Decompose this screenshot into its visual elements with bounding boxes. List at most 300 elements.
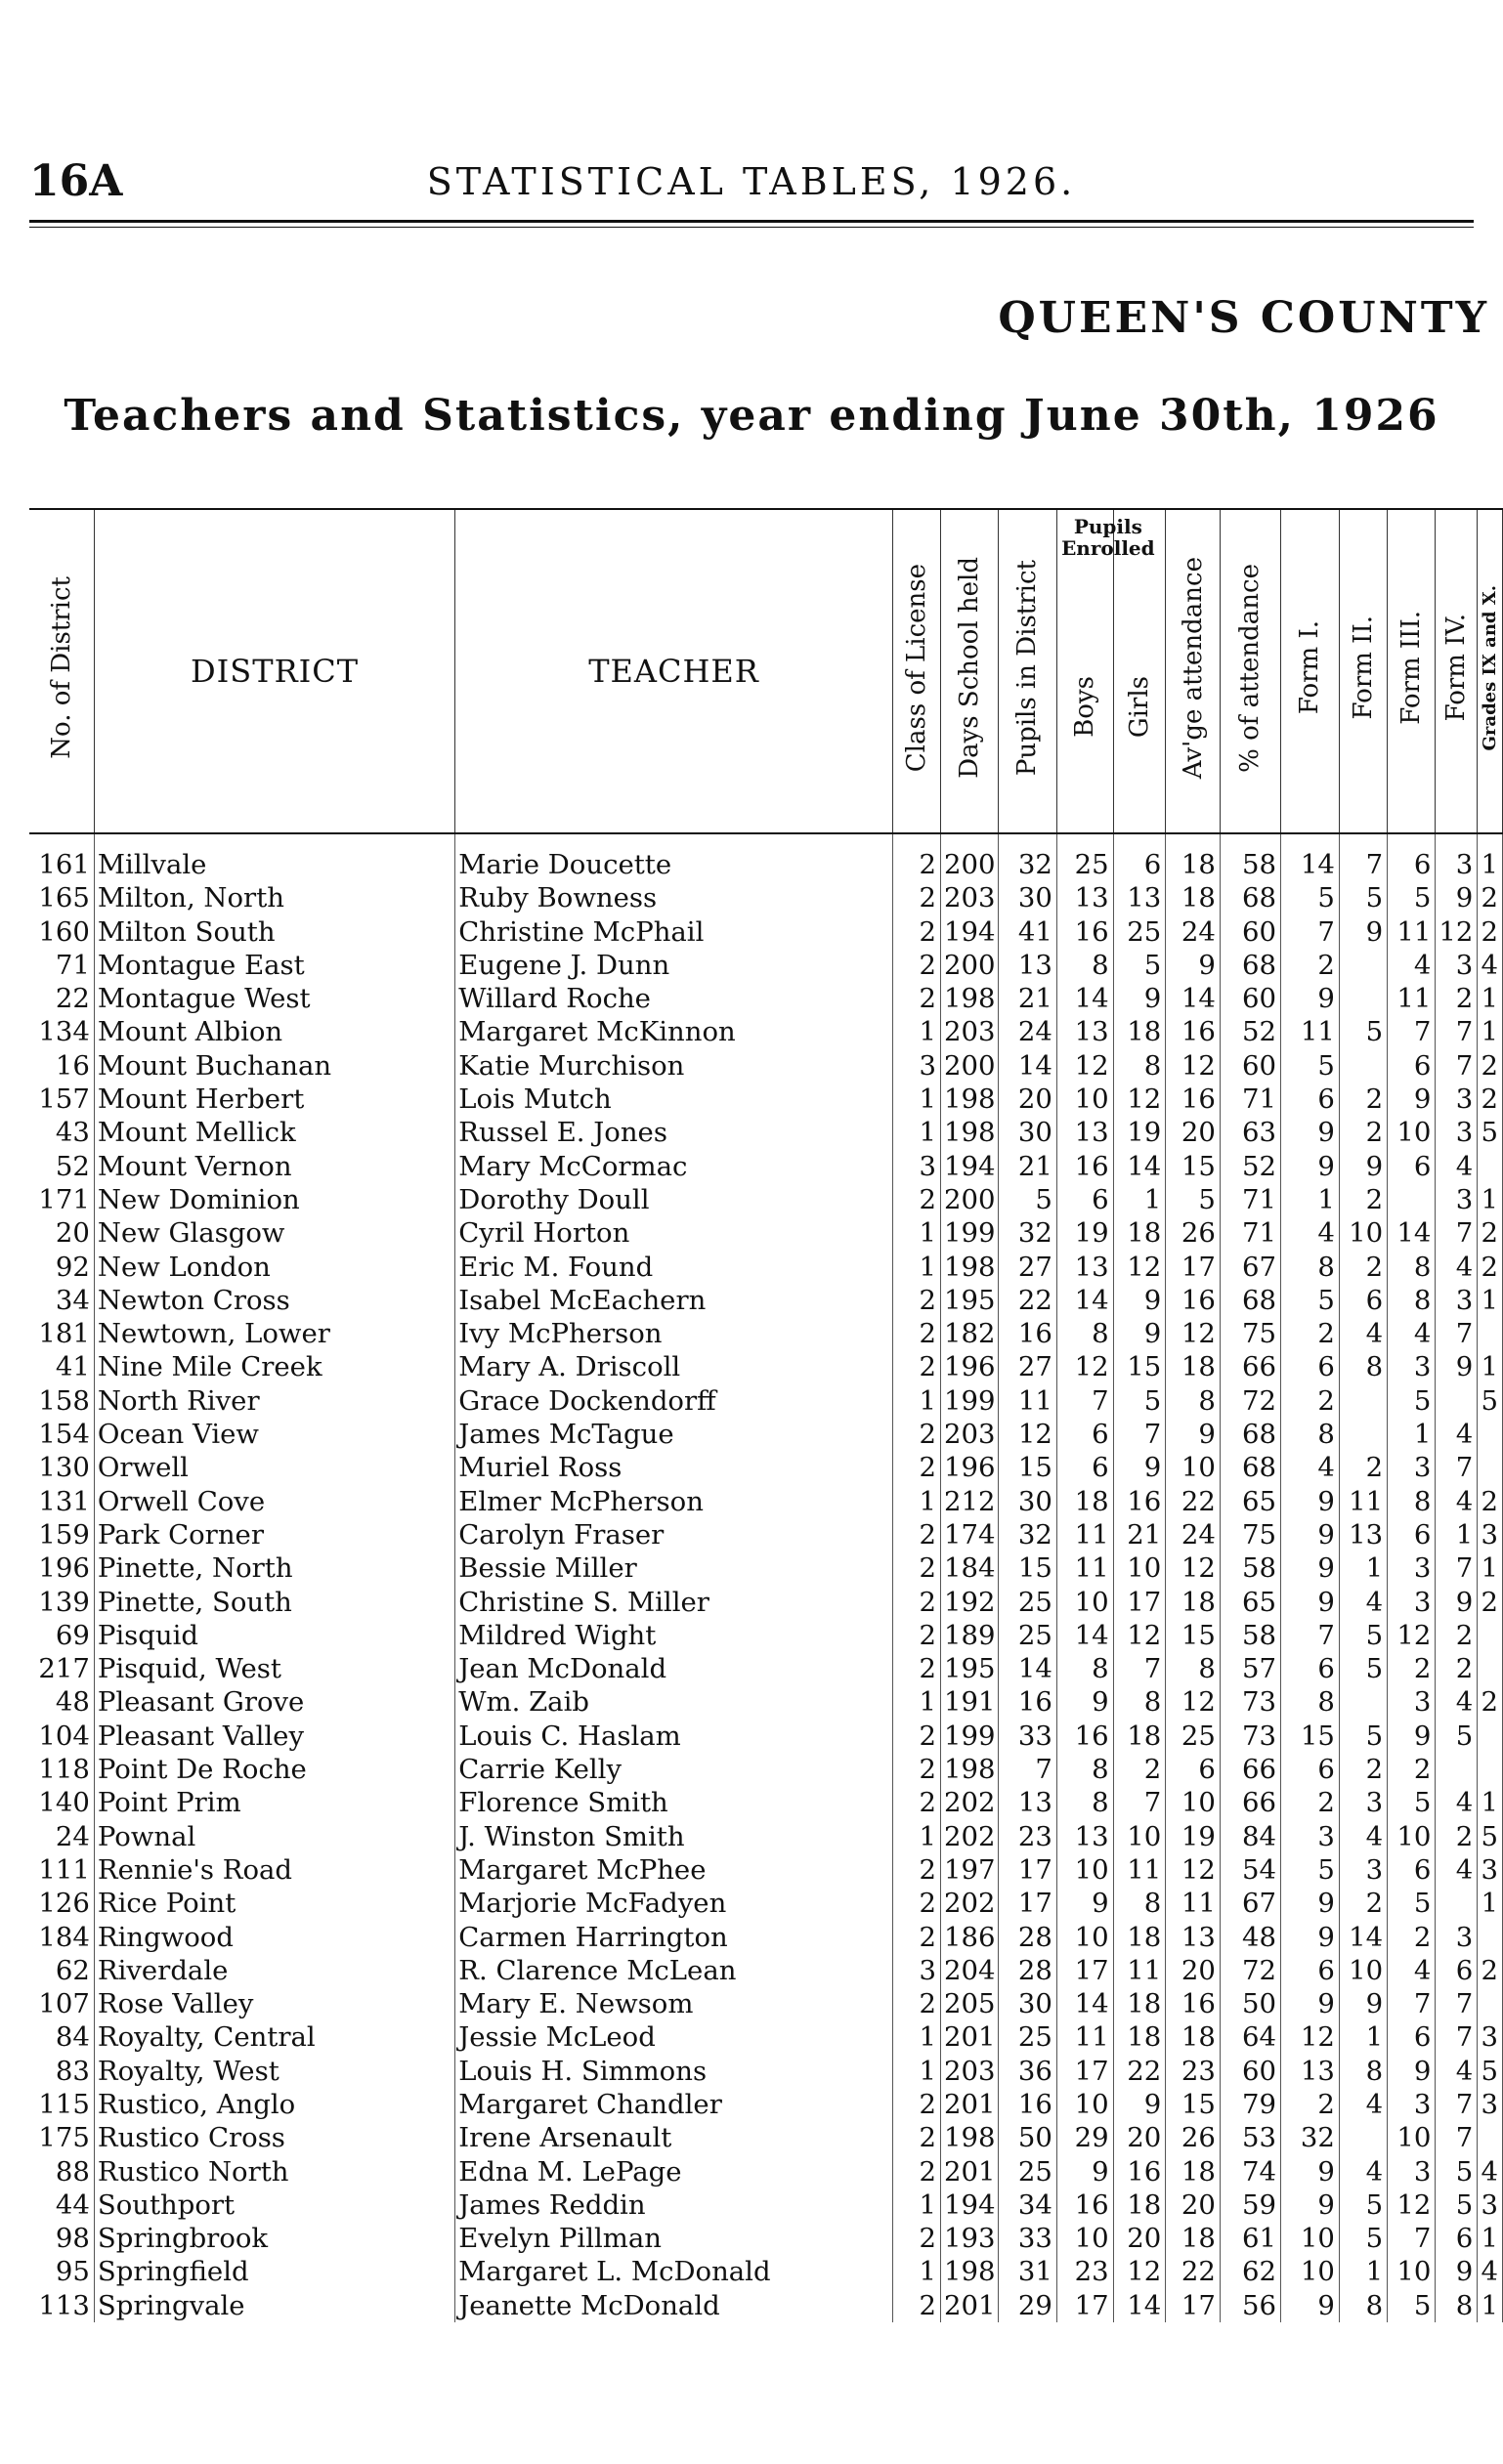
cell-percent-attendance: 59 xyxy=(1220,2188,1280,2222)
cell-girls-enrolled: 25 xyxy=(1113,915,1166,949)
cell-percent-attendance: 79 xyxy=(1220,2088,1280,2121)
cell-class-of-license: 1 xyxy=(892,1685,940,1719)
cell-grades-9-10: 4 xyxy=(1478,2255,1503,2288)
cell-district-name: Mount Herbert xyxy=(94,1083,454,1116)
col-form-1: Form I. xyxy=(1280,509,1339,833)
cell-teacher-name: Willard Roche xyxy=(455,982,893,1015)
cell-percent-attendance: 67 xyxy=(1220,1251,1280,1284)
cell-boys-enrolled: 6 xyxy=(1056,1183,1113,1216)
cell-pupils-in-district: 33 xyxy=(998,1720,1056,1753)
cell-district-name: Point De Roche xyxy=(94,1753,454,1786)
cell-grades-9-10: 2 xyxy=(1478,1049,1503,1083)
cell-girls-enrolled: 7 xyxy=(1113,1786,1166,1819)
cell-form-2: 5 xyxy=(1339,1720,1387,1753)
cell-average-attendance: 19 xyxy=(1166,1820,1221,1853)
cell-district-name: Rustico Cross xyxy=(94,2121,454,2154)
cell-girls-enrolled: 12 xyxy=(1113,1083,1166,1116)
cell-average-attendance: 17 xyxy=(1166,1251,1221,1284)
cell-pupils-in-district: 12 xyxy=(998,1418,1056,1451)
cell-district-name: Springvale xyxy=(94,2289,454,2322)
cell-district-name: North River xyxy=(94,1384,454,1418)
cell-days-school-held: 192 xyxy=(941,1586,999,1619)
cell-grades-9-10: 5 xyxy=(1478,1820,1503,1853)
cell-form-3: 1 xyxy=(1388,1418,1436,1451)
cell-average-attendance: 18 xyxy=(1166,2155,1221,2188)
cell-form-1: 6 xyxy=(1280,1954,1339,1987)
cell-grades-9-10: 4 xyxy=(1478,949,1503,982)
cell-form-4: 7 xyxy=(1436,1049,1478,1083)
cell-form-3: 9 xyxy=(1388,2055,1436,2088)
table-spacer-row xyxy=(29,833,1503,848)
cell-class-of-license: 2 xyxy=(892,1451,940,1484)
table-row xyxy=(29,1384,1503,1418)
cell-district-number: 181 xyxy=(29,1317,94,1350)
cell-district-name: Mount Albion xyxy=(94,1015,454,1048)
table-row xyxy=(29,1183,1503,1216)
cell-class-of-license: 2 xyxy=(892,949,940,982)
cell-grades-9-10: 2 xyxy=(1478,1685,1503,1719)
cell-form-3: 6 xyxy=(1388,848,1436,881)
cell-form-3: 11 xyxy=(1388,982,1436,1015)
cell-teacher-name: Dorothy Doull xyxy=(455,1183,893,1216)
cell-class-of-license: 1 xyxy=(892,1820,940,1853)
cell-form-3: 6 xyxy=(1388,2020,1436,2054)
cell-form-2: 3 xyxy=(1339,1786,1387,1819)
cell-form-2: 9 xyxy=(1339,915,1387,949)
cell-percent-attendance: 50 xyxy=(1220,1987,1280,2020)
cell-district-name: Mount Mellick xyxy=(94,1116,454,1149)
cell-form-1: 2 xyxy=(1280,2088,1339,2121)
cell-form-4: 7 xyxy=(1436,1317,1478,1350)
table-row xyxy=(29,1251,1503,1284)
cell-percent-attendance: 63 xyxy=(1220,1116,1280,1149)
pupils-enrolled-label: Pupils Enrolled xyxy=(1061,515,1155,560)
cell-grades-9-10: 1 xyxy=(1478,848,1503,881)
table-row xyxy=(29,1049,1503,1083)
cell-pupils-in-district: 27 xyxy=(998,1350,1056,1383)
cell-average-attendance: 15 xyxy=(1166,2088,1221,2121)
cell-district-number: 48 xyxy=(29,1685,94,1719)
cell-grades-9-10: 3 xyxy=(1478,1853,1503,1887)
cell-form-4: 7 xyxy=(1436,1216,1478,1250)
cell-teacher-name: Margaret Chandler xyxy=(455,2088,893,2121)
cell-days-school-held: 196 xyxy=(941,1451,999,1484)
cell-form-4: 7 xyxy=(1436,1551,1478,1585)
cell-pupils-in-district: 11 xyxy=(998,1384,1056,1418)
cell-class-of-license: 2 xyxy=(892,1786,940,1819)
cell-form-1: 8 xyxy=(1280,1251,1339,1284)
cell-district-name: Springbrook xyxy=(94,2222,454,2255)
cell-district-number: 118 xyxy=(29,1753,94,1786)
cell-form-1: 2 xyxy=(1280,1786,1339,1819)
cell-form-4: 6 xyxy=(1436,2222,1478,2255)
cell-teacher-name: Christine McPhail xyxy=(455,915,893,949)
cell-teacher-name: Ivy McPherson xyxy=(455,1317,893,1350)
table-row xyxy=(29,1551,1503,1585)
cell-days-school-held: 198 xyxy=(941,1083,999,1116)
cell-district-number: 217 xyxy=(29,1652,94,1685)
cell-average-attendance: 20 xyxy=(1166,1116,1221,1149)
cell-class-of-license: 2 xyxy=(892,2088,940,2121)
cell-form-1: 7 xyxy=(1280,915,1339,949)
cell-girls-enrolled: 9 xyxy=(1113,1284,1166,1317)
cell-form-2 xyxy=(1339,982,1387,1015)
cell-teacher-name: Edna M. LePage xyxy=(455,2155,893,2188)
cell-grades-9-10: 2 xyxy=(1478,1586,1503,1619)
cell-form-4: 3 xyxy=(1436,1921,1478,1954)
cell-boys-enrolled: 11 xyxy=(1056,2020,1113,2054)
cell-district-number: 175 xyxy=(29,2121,94,2154)
cell-grades-9-10 xyxy=(1478,1451,1503,1484)
cell-form-3: 8 xyxy=(1388,1485,1436,1518)
cell-form-1: 6 xyxy=(1280,1350,1339,1383)
cell-girls-enrolled: 6 xyxy=(1113,848,1166,881)
cell-teacher-name: Russel E. Jones xyxy=(455,1116,893,1149)
cell-teacher-name: Mary A. Driscoll xyxy=(455,1350,893,1383)
cell-form-3: 5 xyxy=(1388,1384,1436,1418)
cell-district-name: Milton South xyxy=(94,915,454,949)
table-row xyxy=(29,1116,1503,1149)
cell-district-name: Montague West xyxy=(94,982,454,1015)
cell-girls-enrolled: 20 xyxy=(1113,2222,1166,2255)
cell-form-1: 9 xyxy=(1280,1921,1339,1954)
cell-form-3: 2 xyxy=(1388,1753,1436,1786)
cell-days-school-held: 186 xyxy=(941,1921,999,1954)
cell-girls-enrolled: 9 xyxy=(1113,982,1166,1015)
cell-boys-enrolled: 12 xyxy=(1056,1049,1113,1083)
cell-class-of-license: 2 xyxy=(892,982,940,1015)
cell-form-4: 7 xyxy=(1436,2088,1478,2121)
cell-average-attendance: 18 xyxy=(1166,848,1221,881)
cell-form-4: 3 xyxy=(1436,1083,1478,1116)
cell-form-4: 7 xyxy=(1436,1015,1478,1048)
cell-days-school-held: 212 xyxy=(941,1485,999,1518)
cell-percent-attendance: 62 xyxy=(1220,2255,1280,2288)
cell-form-3: 7 xyxy=(1388,2222,1436,2255)
cell-average-attendance: 13 xyxy=(1166,1921,1221,1954)
cell-form-2: 9 xyxy=(1339,1987,1387,2020)
cell-form-3: 4 xyxy=(1388,949,1436,982)
cell-days-school-held: 200 xyxy=(941,1049,999,1083)
cell-girls-enrolled: 7 xyxy=(1113,1652,1166,1685)
cell-pupils-in-district: 30 xyxy=(998,1485,1056,1518)
cell-form-4: 6 xyxy=(1436,1954,1478,1987)
cell-grades-9-10 xyxy=(1478,1619,1503,1652)
cell-district-name: Pleasant Grove xyxy=(94,1685,454,1719)
cell-form-4: 2 xyxy=(1436,982,1478,1015)
cell-percent-attendance: 68 xyxy=(1220,1451,1280,1484)
cell-pupils-in-district: 17 xyxy=(998,1853,1056,1887)
cell-average-attendance: 22 xyxy=(1166,2255,1221,2288)
cell-district-number: 196 xyxy=(29,1551,94,1585)
cell-form-1: 9 xyxy=(1280,1987,1339,2020)
cell-class-of-license: 2 xyxy=(892,1619,940,1652)
table-row xyxy=(29,1015,1503,1048)
cell-form-1: 9 xyxy=(1280,2289,1339,2322)
cell-days-school-held: 200 xyxy=(941,949,999,982)
cell-percent-attendance: 60 xyxy=(1220,915,1280,949)
cell-days-school-held: 198 xyxy=(941,2255,999,2288)
cell-grades-9-10: 2 xyxy=(1478,1485,1503,1518)
cell-form-2 xyxy=(1339,1384,1387,1418)
cell-pupils-in-district: 28 xyxy=(998,1954,1056,1987)
cell-days-school-held: 205 xyxy=(941,1987,999,2020)
cell-district-number: 98 xyxy=(29,2222,94,2255)
cell-district-name: Newton Cross xyxy=(94,1284,454,1317)
cell-average-attendance: 23 xyxy=(1166,2055,1221,2088)
cell-pupils-in-district: 15 xyxy=(998,1551,1056,1585)
cell-days-school-held: 198 xyxy=(941,1753,999,1786)
cell-pupils-in-district: 7 xyxy=(998,1753,1056,1786)
table-row xyxy=(29,1954,1503,1987)
cell-form-2: 3 xyxy=(1339,1853,1387,1887)
cell-percent-attendance: 71 xyxy=(1220,1183,1280,1216)
cell-teacher-name: Marie Doucette xyxy=(455,848,893,881)
cell-boys-enrolled: 9 xyxy=(1056,1685,1113,1719)
cell-form-2: 7 xyxy=(1339,848,1387,881)
table-row xyxy=(29,1518,1503,1551)
cell-average-attendance: 17 xyxy=(1166,2289,1221,2322)
cell-district-name: Rustico North xyxy=(94,2155,454,2188)
cell-form-2 xyxy=(1339,2121,1387,2154)
cell-district-number: 88 xyxy=(29,2155,94,2188)
cell-pupils-in-district: 33 xyxy=(998,2222,1056,2255)
cell-form-1: 10 xyxy=(1280,2255,1339,2288)
cell-district-name: Pleasant Valley xyxy=(94,1720,454,1753)
cell-pupils-in-district: 21 xyxy=(998,982,1056,1015)
cell-percent-attendance: 65 xyxy=(1220,1586,1280,1619)
cell-boys-enrolled: 16 xyxy=(1056,1150,1113,1183)
cell-days-school-held: 199 xyxy=(941,1384,999,1418)
cell-form-3: 8 xyxy=(1388,1251,1436,1284)
cell-district-number: 22 xyxy=(29,982,94,1015)
col-days-school-held: Days School held xyxy=(941,509,999,833)
cell-district-name: Orwell Cove xyxy=(94,1485,454,1518)
cell-boys-enrolled: 8 xyxy=(1056,1753,1113,1786)
table-row xyxy=(29,2088,1503,2121)
cell-form-4: 2 xyxy=(1436,1820,1478,1853)
table-row xyxy=(29,2155,1503,2188)
cell-class-of-license: 2 xyxy=(892,1183,940,1216)
cell-boys-enrolled: 10 xyxy=(1056,1921,1113,1954)
cell-class-of-license: 2 xyxy=(892,1418,940,1451)
cell-girls-enrolled: 8 xyxy=(1113,1887,1166,1920)
cell-average-attendance: 16 xyxy=(1166,1987,1221,2020)
cell-form-2: 2 xyxy=(1339,1083,1387,1116)
cell-teacher-name: Elmer McPherson xyxy=(455,1485,893,1518)
cell-form-4: 4 xyxy=(1436,1485,1478,1518)
cell-form-1: 9 xyxy=(1280,1551,1339,1585)
col-girls: Girls xyxy=(1113,509,1166,833)
cell-class-of-license: 3 xyxy=(892,1954,940,1987)
table-row xyxy=(29,1887,1503,1920)
cell-grades-9-10: 2 xyxy=(1478,1954,1503,1987)
page-title: STATISTICAL TABLES, 1926. xyxy=(426,160,1077,203)
cell-percent-attendance: 52 xyxy=(1220,1015,1280,1048)
cell-teacher-name: Lois Mutch xyxy=(455,1083,893,1116)
cell-boys-enrolled: 14 xyxy=(1056,982,1113,1015)
cell-district-number: 52 xyxy=(29,1150,94,1183)
cell-days-school-held: 198 xyxy=(941,1251,999,1284)
cell-district-name: Milton, North xyxy=(94,881,454,914)
cell-form-3: 10 xyxy=(1388,1116,1436,1149)
cell-days-school-held: 193 xyxy=(941,2222,999,2255)
cell-days-school-held: 203 xyxy=(941,881,999,914)
cell-percent-attendance: 72 xyxy=(1220,1954,1280,1987)
cell-boys-enrolled: 10 xyxy=(1056,1853,1113,1887)
page-number: 16A xyxy=(29,156,123,206)
cell-average-attendance: 12 xyxy=(1166,1685,1221,1719)
cell-days-school-held: 189 xyxy=(941,1619,999,1652)
county-heading: QUEEN'S COUNTY xyxy=(998,293,1489,343)
cell-form-2 xyxy=(1339,1685,1387,1719)
cell-pupils-in-district: 29 xyxy=(998,2289,1056,2322)
table-row xyxy=(29,1921,1503,1954)
cell-boys-enrolled: 17 xyxy=(1056,2289,1113,2322)
cell-boys-enrolled: 17 xyxy=(1056,2055,1113,2088)
cell-form-4: 1 xyxy=(1436,1518,1478,1551)
cell-form-3: 4 xyxy=(1388,1954,1436,1987)
table-row xyxy=(29,1619,1503,1652)
cell-grades-9-10: 5 xyxy=(1478,1384,1503,1418)
cell-class-of-license: 2 xyxy=(892,1586,940,1619)
cell-grades-9-10: 3 xyxy=(1478,2020,1503,2054)
cell-class-of-license: 2 xyxy=(892,2222,940,2255)
cell-form-3: 6 xyxy=(1388,1150,1436,1183)
cell-average-attendance: 12 xyxy=(1166,1049,1221,1083)
cell-boys-enrolled: 11 xyxy=(1056,1551,1113,1585)
cell-girls-enrolled: 13 xyxy=(1113,881,1166,914)
cell-teacher-name: Eric M. Found xyxy=(455,1251,893,1284)
cell-district-number: 71 xyxy=(29,949,94,982)
cell-form-4: 4 xyxy=(1436,2055,1478,2088)
cell-days-school-held: 201 xyxy=(941,2020,999,2054)
cell-average-attendance: 8 xyxy=(1166,1652,1221,1685)
cell-form-4 xyxy=(1436,1887,1478,1920)
cell-pupils-in-district: 27 xyxy=(998,1251,1056,1284)
cell-pupils-in-district: 31 xyxy=(998,2255,1056,2288)
cell-days-school-held: 197 xyxy=(941,1853,999,1887)
cell-teacher-name: Grace Dockendorff xyxy=(455,1384,893,1418)
cell-form-1: 9 xyxy=(1280,1150,1339,1183)
cell-grades-9-10: 5 xyxy=(1478,1116,1503,1149)
cell-grades-9-10: 1 xyxy=(1478,1887,1503,1920)
cell-average-attendance: 12 xyxy=(1166,1853,1221,1887)
cell-district-number: 69 xyxy=(29,1619,94,1652)
table-row xyxy=(29,1786,1503,1819)
cell-class-of-license: 1 xyxy=(892,1015,940,1048)
cell-grades-9-10 xyxy=(1478,1921,1503,1954)
cell-form-2: 5 xyxy=(1339,2188,1387,2222)
cell-form-4: 5 xyxy=(1436,2188,1478,2222)
cell-grades-9-10 xyxy=(1478,1987,1503,2020)
cell-grades-9-10: 1 xyxy=(1478,1350,1503,1383)
cell-form-4: 4 xyxy=(1436,1786,1478,1819)
cell-days-school-held: 204 xyxy=(941,1954,999,1987)
cell-pupils-in-district: 41 xyxy=(998,915,1056,949)
cell-form-1: 6 xyxy=(1280,1083,1339,1116)
cell-form-4: 9 xyxy=(1436,2255,1478,2288)
cell-class-of-license: 2 xyxy=(892,1518,940,1551)
cell-form-2: 4 xyxy=(1339,1586,1387,1619)
cell-boys-enrolled: 23 xyxy=(1056,2255,1113,2288)
cell-days-school-held: 201 xyxy=(941,2289,999,2322)
cell-boys-enrolled: 29 xyxy=(1056,2121,1113,2154)
cell-form-2: 2 xyxy=(1339,1183,1387,1216)
cell-pupils-in-district: 32 xyxy=(998,1216,1056,1250)
cell-form-4: 5 xyxy=(1436,2155,1478,2188)
cell-form-1: 9 xyxy=(1280,2155,1339,2188)
cell-teacher-name: Carolyn Fraser xyxy=(455,1518,893,1551)
cell-percent-attendance: 58 xyxy=(1220,848,1280,881)
cell-average-attendance: 24 xyxy=(1166,915,1221,949)
cell-form-3: 10 xyxy=(1388,1820,1436,1853)
table-row xyxy=(29,1820,1503,1853)
cell-form-4: 3 xyxy=(1436,1284,1478,1317)
cell-teacher-name: Florence Smith xyxy=(455,1786,893,1819)
cell-form-2 xyxy=(1339,1049,1387,1083)
cell-district-name: New London xyxy=(94,1251,454,1284)
cell-form-3: 5 xyxy=(1388,1786,1436,1819)
cell-days-school-held: 196 xyxy=(941,1350,999,1383)
table-row xyxy=(29,1485,1503,1518)
cell-percent-attendance: 73 xyxy=(1220,1685,1280,1719)
cell-percent-attendance: 65 xyxy=(1220,1485,1280,1518)
cell-form-2: 8 xyxy=(1339,2055,1387,2088)
cell-average-attendance: 11 xyxy=(1166,1887,1221,1920)
cell-class-of-license: 1 xyxy=(892,1485,940,1518)
cell-form-2: 14 xyxy=(1339,1921,1387,1954)
cell-form-4: 7 xyxy=(1436,2121,1478,2154)
cell-form-1: 2 xyxy=(1280,949,1339,982)
cell-average-attendance: 22 xyxy=(1166,1485,1221,1518)
cell-average-attendance: 18 xyxy=(1166,2020,1221,2054)
cell-class-of-license: 2 xyxy=(892,1284,940,1317)
cell-girls-enrolled: 9 xyxy=(1113,1317,1166,1350)
cell-grades-9-10: 1 xyxy=(1478,1183,1503,1216)
cell-form-1: 9 xyxy=(1280,1518,1339,1551)
cell-pupils-in-district: 13 xyxy=(998,1786,1056,1819)
cell-percent-attendance: 58 xyxy=(1220,1551,1280,1585)
cell-district-name: Pinette, North xyxy=(94,1551,454,1585)
table-row xyxy=(29,949,1503,982)
cell-boys-enrolled: 8 xyxy=(1056,1652,1113,1685)
cell-teacher-name: Ruby Bowness xyxy=(455,881,893,914)
cell-average-attendance: 9 xyxy=(1166,1418,1221,1451)
cell-district-number: 104 xyxy=(29,1720,94,1753)
cell-percent-attendance: 67 xyxy=(1220,1887,1280,1920)
cell-girls-enrolled: 12 xyxy=(1113,1251,1166,1284)
cell-boys-enrolled: 13 xyxy=(1056,1820,1113,1853)
cell-boys-enrolled: 13 xyxy=(1056,1251,1113,1284)
col-teacher: TEACHER xyxy=(455,509,893,833)
cell-form-1: 5 xyxy=(1280,881,1339,914)
cell-form-2 xyxy=(1339,949,1387,982)
cell-grades-9-10: 3 xyxy=(1478,2088,1503,2121)
cell-teacher-name: Christine S. Miller xyxy=(455,1586,893,1619)
cell-form-1: 10 xyxy=(1280,2222,1339,2255)
cell-teacher-name: Jessie McLeod xyxy=(455,2020,893,2054)
cell-boys-enrolled: 11 xyxy=(1056,1518,1113,1551)
cell-form-1: 9 xyxy=(1280,982,1339,1015)
cell-district-name: Rose Valley xyxy=(94,1987,454,2020)
cell-district-number: 20 xyxy=(29,1216,94,1250)
cell-class-of-license: 2 xyxy=(892,2289,940,2322)
cell-form-4: 3 xyxy=(1436,1116,1478,1149)
cell-girls-enrolled: 9 xyxy=(1113,1451,1166,1484)
cell-girls-enrolled: 1 xyxy=(1113,1183,1166,1216)
table-row xyxy=(29,2255,1503,2288)
